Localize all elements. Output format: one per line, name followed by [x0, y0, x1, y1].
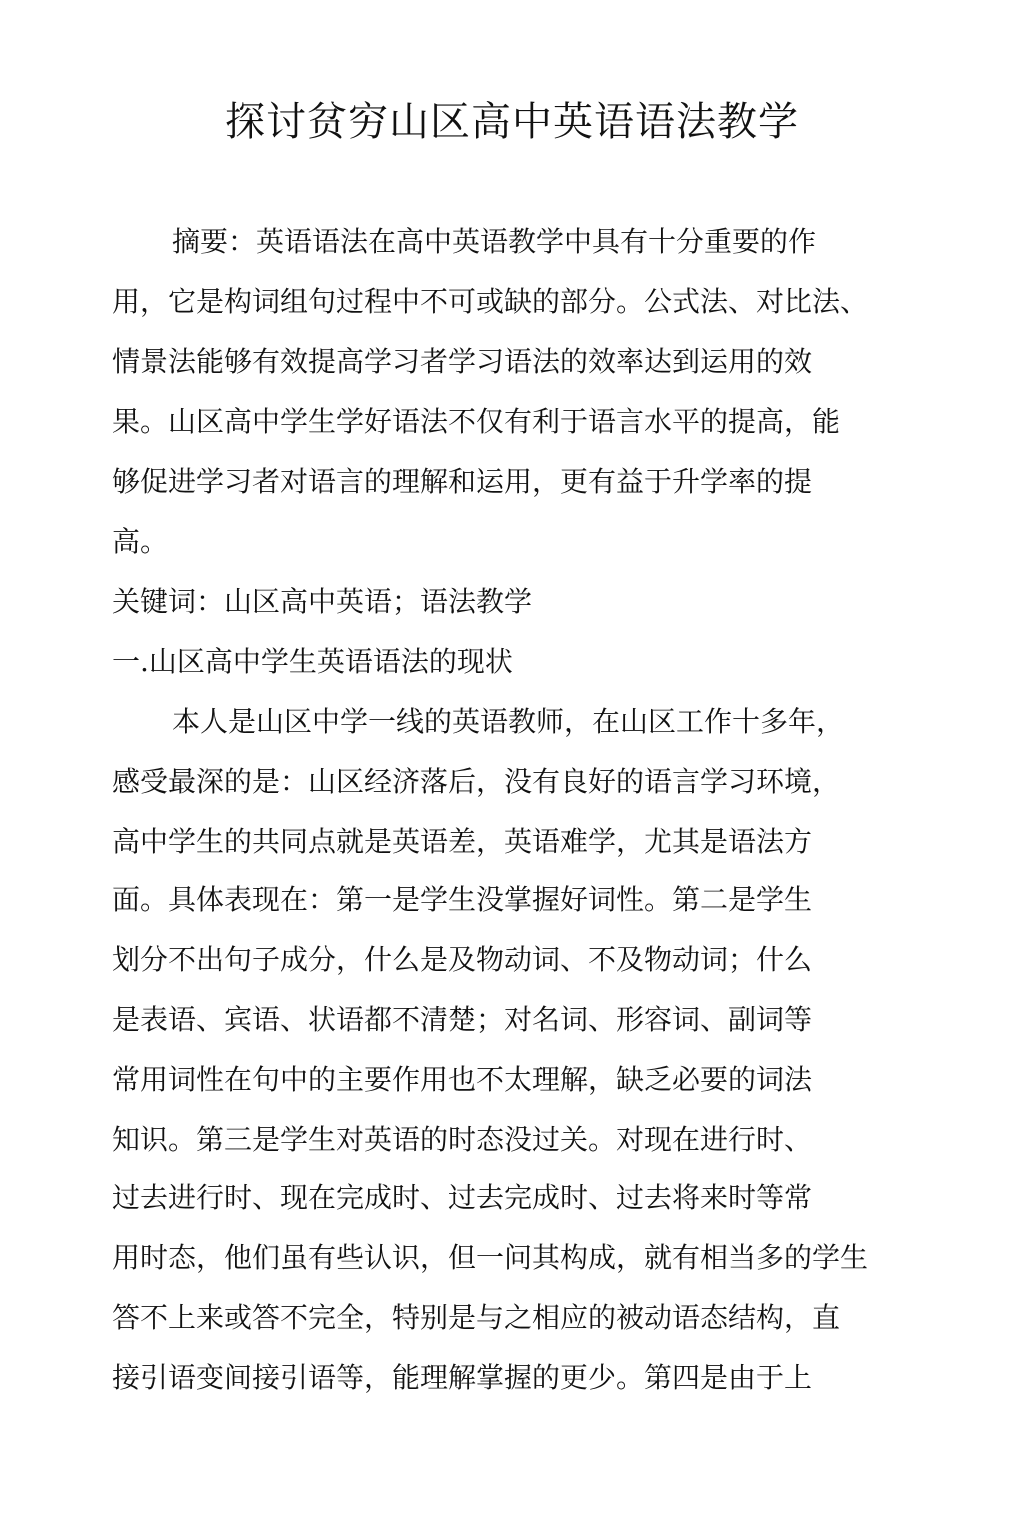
body-line: 面。具体表现在：第一是学生没掌握好词性。第二是学生 [112, 883, 813, 916]
keywords-line: 关键词：山区高中英语；语法教学 [112, 585, 533, 618]
abstract-line: 用，它是构词组句过程中不可或缺的部分。公式法、对比法、 [112, 285, 869, 318]
abstract-line: 摘要：英语语法在高中英语教学中具有十分重要的作 [172, 225, 817, 258]
abstract-line: 果。山区高中学生学好语法不仅有利于语言水平的提高，能 [112, 405, 841, 438]
document-title: 探讨贫穷山区高中英语语法教学 [225, 99, 799, 145]
abstract-line: 高。 [112, 525, 169, 558]
abstract-line: 情景法能够有效提高学习者学习语法的效率达到运用的效 [112, 345, 813, 378]
body-line: 接引语变间接引语等，能理解掌握的更少。第四是由于上 [112, 1361, 813, 1394]
body-line: 用时态，他们虽有些认识，但一问其构成，就有相当多的学生 [112, 1241, 869, 1274]
body-line: 高中学生的共同点就是英语差，英语难学，尤其是语法方 [112, 825, 813, 858]
body-line: 过去进行时、现在完成时、过去完成时、过去将来时等常 [112, 1181, 813, 1214]
body-line: 感受最深的是：山区经济落后，没有良好的语言学习环境， [112, 765, 841, 798]
body-line: 知识。第三是学生对英语的时态没过关。对现在进行时、 [112, 1123, 813, 1156]
body-line: 本人是山区中学一线的英语教师，在山区工作十多年， [172, 705, 845, 738]
body-line: 是表语、宾语、状语都不清楚；对名词、形容词、副词等 [112, 1003, 813, 1036]
section-heading: 一.山区高中学生英语语法的现状 [112, 645, 513, 678]
body-line: 划分不出句子成分，什么是及物动词、不及物动词；什么 [112, 943, 813, 976]
abstract-line: 够促进学习者对语言的理解和运用，更有益于升学率的提 [112, 465, 813, 498]
body-line: 答不上来或答不完全，特别是与之相应的被动语态结构，直 [112, 1301, 841, 1334]
body-line: 常用词性在句中的主要作用也不太理解，缺乏必要的词法 [112, 1063, 813, 1096]
